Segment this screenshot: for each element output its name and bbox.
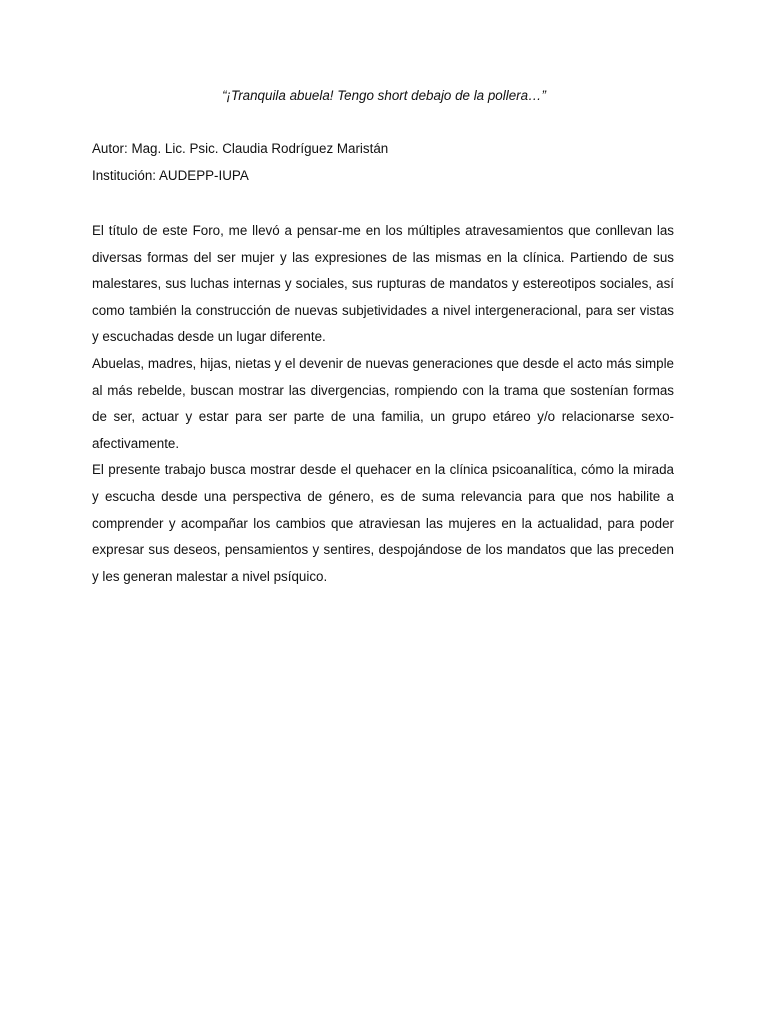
document-title: “¡Tranquila abuela! Tengo short debajo de la pollera…” [222, 88, 546, 103]
paragraph: El título de este Foro, me llevó a pensar-me en los múltiples atravesamientos que conllevan las diversas formas del ser mujer y las expresiones de las mismas en la clínica. Partiendo de sus malestares, sus luchas internas y sociales, sus rupturas de mandatos y estereotipos sociales, así como también la construcción de nuevas subjetividades a nivel intergeneracional, para ser vistas y escuchadas desde un lugar diferente. [92, 223, 674, 345]
paragraph: El presente trabajo busca mostrar desde el quehacer en la clínica psicoanalítica, cómo la mirada y escucha desde una perspectiva de género, es de suma relevancia para que nos habilite a comprender y acompañar los cambios que atraviesan las mujeres en la actualidad, para poder expresar sus deseos, pensamientos y sentires, despojándose de los mandatos que las preceden y les generan malestar a nivel psíquico. [92, 462, 674, 584]
institution-line: Institución: AUDEPP-IUPA [92, 168, 249, 183]
author-line: Autor: Mag. Lic. Psic. Claudia Rodríguez Maristán [92, 141, 389, 156]
paragraph: Abuelas, madres, hijas, nietas y el devenir de nuevas generaciones que desde el acto más simple al más rebelde, buscan mostrar las divergencias, rompiendo con la trama que sostenían formas de ser, actuar y estar para ser parte de una familia, un grupo etáreo y/o relacionarse sexo-afectivamente. [92, 355, 674, 451]
body-text [92, 218, 674, 590]
